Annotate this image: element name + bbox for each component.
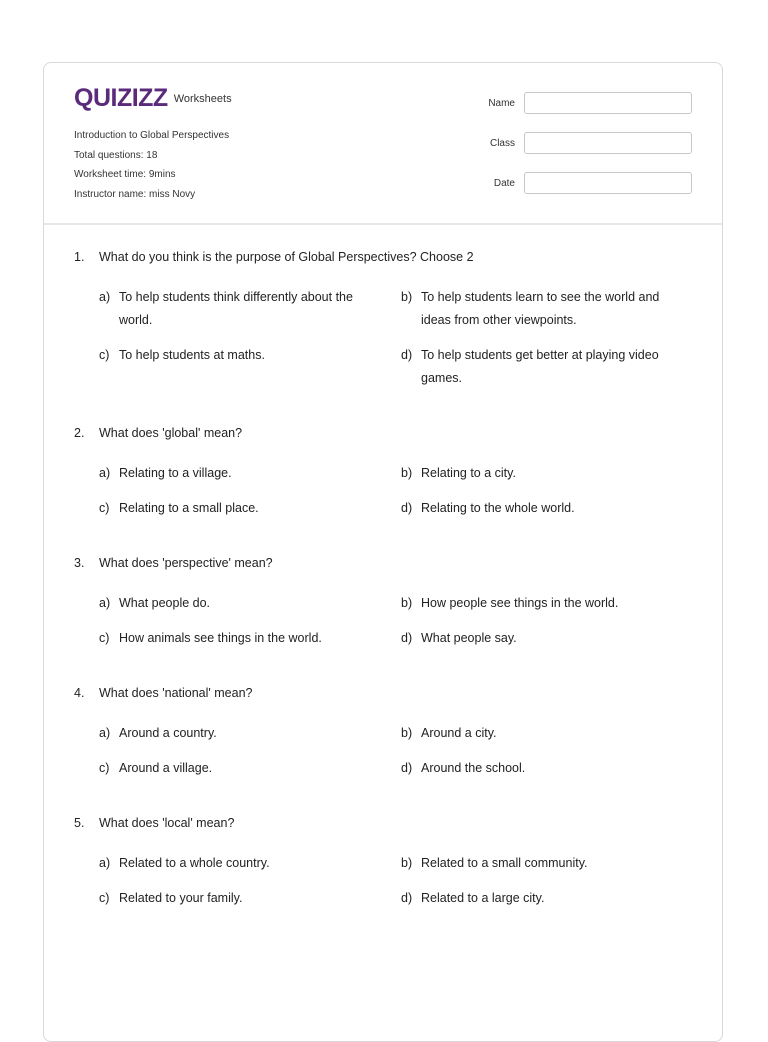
question-number: 3. bbox=[74, 556, 85, 570]
option-a bbox=[99, 722, 401, 745]
worksheet-time: Worksheet time: 9mins bbox=[74, 169, 176, 180]
option-letter: a) bbox=[99, 466, 111, 480]
option-d bbox=[401, 757, 701, 780]
option-letter: d) bbox=[401, 631, 413, 645]
question-number: 2. bbox=[74, 426, 85, 440]
option-letter: b) bbox=[401, 726, 413, 740]
option-d bbox=[401, 497, 701, 520]
option-letter: c) bbox=[99, 761, 110, 775]
option-text: Related to a small community. bbox=[421, 856, 588, 870]
question-number: 4. bbox=[74, 686, 85, 700]
option-text: Around the school. bbox=[421, 761, 526, 775]
option-b bbox=[401, 286, 701, 332]
worksheet-title: Introduction to Global Perspectives bbox=[74, 130, 230, 141]
option-letter: b) bbox=[401, 466, 413, 480]
option-text: Around a city. bbox=[421, 726, 497, 740]
option-letter: a) bbox=[99, 290, 111, 304]
option-letter: c) bbox=[99, 348, 110, 362]
option-letter: b) bbox=[401, 856, 413, 870]
total-questions: Total questions: 18 bbox=[74, 149, 158, 161]
option-c bbox=[99, 887, 401, 910]
option-c bbox=[99, 627, 401, 650]
class-input[interactable] bbox=[524, 132, 692, 154]
name-input[interactable] bbox=[524, 92, 692, 114]
option-text: Around a country. bbox=[119, 726, 217, 740]
question-5 bbox=[74, 814, 694, 910]
option-text: How people see things in the world. bbox=[421, 596, 619, 610]
option-letter: d) bbox=[401, 761, 413, 775]
question-4 bbox=[74, 684, 694, 780]
option-text: How animals see things in the world. bbox=[119, 631, 322, 645]
option-letter: c) bbox=[99, 631, 110, 645]
option-text: To help students think differently about the world. bbox=[119, 290, 353, 327]
option-text: To help students at maths. bbox=[119, 348, 265, 362]
option-letter: b) bbox=[401, 596, 413, 610]
question-1 bbox=[74, 248, 694, 390]
class-field-row bbox=[488, 131, 692, 155]
option-b bbox=[401, 462, 701, 485]
worksheet-page bbox=[43, 62, 723, 1042]
question-2 bbox=[74, 424, 694, 520]
student-fields bbox=[488, 91, 692, 211]
options bbox=[99, 592, 694, 650]
question-text: What does 'local' mean? bbox=[99, 816, 235, 830]
worksheet-header bbox=[44, 63, 722, 225]
question-list bbox=[74, 248, 694, 910]
option-b bbox=[401, 592, 701, 615]
option-letter: a) bbox=[99, 726, 111, 740]
options bbox=[99, 286, 694, 390]
date-label: Date bbox=[493, 177, 515, 189]
option-text: Relating to a small place. bbox=[119, 501, 259, 515]
question-text: What does 'global' mean? bbox=[99, 426, 243, 440]
option-text: Related to your family. bbox=[119, 891, 243, 905]
option-letter: b) bbox=[401, 290, 413, 304]
date-field-row bbox=[488, 171, 692, 195]
option-d bbox=[401, 344, 701, 390]
option-c bbox=[99, 344, 401, 390]
option-letter: d) bbox=[401, 501, 413, 515]
class-label: Class bbox=[489, 137, 515, 149]
option-c bbox=[99, 757, 401, 780]
name-label: Name bbox=[488, 97, 515, 109]
options bbox=[99, 852, 694, 910]
option-d bbox=[401, 627, 701, 650]
option-text: Around a village. bbox=[119, 761, 213, 775]
option-text: What people say. bbox=[421, 631, 517, 645]
option-text: To help students get better at playing video games. bbox=[421, 348, 659, 385]
option-text: What people do. bbox=[119, 596, 211, 610]
option-letter: a) bbox=[99, 856, 111, 870]
option-letter: d) bbox=[401, 348, 413, 362]
option-b bbox=[401, 852, 701, 875]
option-c bbox=[99, 497, 401, 520]
option-a bbox=[99, 852, 401, 875]
question-text: What does 'national' mean? bbox=[99, 686, 253, 700]
worksheet-meta bbox=[74, 126, 229, 204]
option-text: Related to a whole country. bbox=[119, 856, 270, 870]
option-text: Related to a large city. bbox=[421, 891, 545, 905]
option-text: Relating to the whole world. bbox=[421, 501, 575, 515]
question-3 bbox=[74, 554, 694, 650]
instructor-name: Instructor name: miss Novy bbox=[74, 188, 196, 200]
question-number: 1. bbox=[74, 250, 85, 264]
options bbox=[99, 462, 694, 520]
date-input[interactable] bbox=[524, 172, 692, 194]
option-letter: d) bbox=[401, 891, 413, 905]
option-letter: c) bbox=[99, 891, 110, 905]
quizizz-logo: QUIZIZZ bbox=[74, 84, 168, 112]
name-field-row bbox=[488, 91, 692, 115]
question-text: What do you think is the purpose of Global Perspectives? Choose 2 bbox=[99, 250, 474, 264]
question-number: 5. bbox=[74, 816, 85, 830]
option-b bbox=[401, 722, 701, 745]
brand bbox=[74, 85, 232, 111]
option-d bbox=[401, 887, 701, 910]
brand-subtitle: Worksheets bbox=[173, 93, 232, 105]
option-text: Relating to a village. bbox=[119, 466, 232, 480]
option-letter: c) bbox=[99, 501, 110, 515]
option-a bbox=[99, 592, 401, 615]
question-text: What does 'perspective' mean? bbox=[99, 556, 273, 570]
option-text: Relating to a city. bbox=[421, 466, 516, 480]
option-text: To help students learn to see the world and ideas from other viewpoints. bbox=[421, 290, 660, 327]
option-letter: a) bbox=[99, 596, 111, 610]
option-a bbox=[99, 462, 401, 485]
option-a bbox=[99, 286, 401, 332]
options bbox=[99, 722, 694, 780]
